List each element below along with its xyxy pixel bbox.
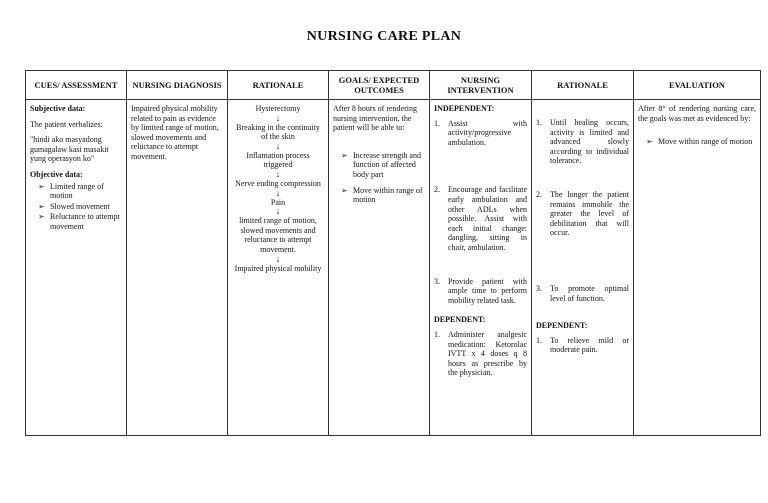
down-arrow-icon: ↓ xyxy=(275,168,281,179)
list-item: ➢ Increase strength and function of affected body part xyxy=(341,151,425,180)
list-item: ➢ Limited range of motion xyxy=(38,182,122,201)
header-rationale: RATIONALE xyxy=(228,71,329,100)
flow-step: Impaired physical mobility xyxy=(234,263,322,273)
pathophysiology-flow xyxy=(232,104,324,273)
flow-step: Nerve ending compression xyxy=(235,178,321,188)
item-number: 1. xyxy=(536,118,542,127)
list-item xyxy=(536,190,629,238)
down-arrow-icon: ↓ xyxy=(275,187,281,198)
item-text: The longer the patient remains immobile the greater the level of debilitation that will occur. xyxy=(550,189,629,238)
rationale-flow-cell xyxy=(228,100,329,436)
objective-label: Objective data: xyxy=(30,169,83,179)
cues-cell xyxy=(26,100,127,436)
diagnosis-text: Impaired physical mobility related to pain as evidence by limited range of motion, slowed movements and reluctance to attempt movement. xyxy=(131,104,219,161)
header-rationale-2: RATIONALE xyxy=(532,71,634,100)
header-evaluation: EVALUATION xyxy=(634,71,761,100)
verbalizes-text: The patient verbalizes: xyxy=(30,119,103,129)
item-text: To relieve mild or moderate pain. xyxy=(550,335,629,355)
header-row xyxy=(26,71,761,100)
independent-label: INDEPENDENT: xyxy=(434,104,495,113)
goals-list xyxy=(341,151,425,205)
list-item: ➢ Move within range of motion xyxy=(646,137,756,147)
dependent-label: DEPENDENT: xyxy=(434,315,486,325)
goals-cell xyxy=(329,100,430,436)
down-arrow-icon: ↓ xyxy=(275,206,281,217)
flow-step: limited range of motion, slowed movements and reluctance to attempt movement. xyxy=(239,216,317,254)
flow-step: Breaking in the continuity of the skin xyxy=(236,122,320,142)
diagnosis-cell xyxy=(127,100,228,436)
down-arrow-icon: ↓ xyxy=(275,140,281,151)
list-item xyxy=(536,118,629,166)
rationale-cell xyxy=(532,100,634,436)
list-item: ➢ Move within range of motion xyxy=(341,186,425,205)
list-item xyxy=(536,336,629,355)
header-goals: GOALS/ EXPECTED OUTCOMES xyxy=(329,71,430,100)
flow-step: Pain xyxy=(270,197,286,207)
subjective-label: Subjective data: xyxy=(30,104,86,113)
item-text: Encourage and facilitate early ambulation and other ADLs when possible. Assist with each initial change: dangling, sitting in chair, ambulation. xyxy=(448,185,527,252)
list-item xyxy=(536,284,629,303)
down-arrow-icon: ↓ xyxy=(275,112,281,123)
patient-quote: "hindi ako masyadong gumagalaw kasi masakit yung operasyon ko" xyxy=(30,135,109,164)
item-text: Assist with activity/progressive ambulation. xyxy=(448,118,527,147)
list-item xyxy=(434,119,527,148)
content-row xyxy=(26,100,761,436)
objective-list xyxy=(38,182,122,232)
evaluation-intro: After 8° of rendering nursing care, the goals was met as evidenced by: xyxy=(638,104,756,123)
item-number: 2. xyxy=(536,189,542,199)
page-title: NURSING CARE PLAN xyxy=(306,29,462,44)
list-item xyxy=(434,330,527,378)
evaluation-list xyxy=(646,137,756,147)
list-item xyxy=(434,277,527,306)
item-text: Administer analgesic medication: Ketorolac IVTT x 4 doses q 8 hours as prescribe by the physician. xyxy=(448,329,527,378)
list-item xyxy=(434,185,527,252)
header-diagnosis: NURSING DIAGNOSIS xyxy=(127,71,228,100)
item-text: Provide patient with ample time to perform mobility related task. xyxy=(448,276,527,305)
header-intervention: NURSING INTERVENTION xyxy=(430,71,532,100)
down-arrow-icon: ↓ xyxy=(275,253,281,264)
item-number: 1. xyxy=(434,118,440,128)
item-number: 1. xyxy=(536,335,542,345)
item-number: 3. xyxy=(434,276,440,286)
header-cues: CUES/ ASSESSMENT xyxy=(26,71,127,100)
item-text: To promote optimal level of function. xyxy=(550,283,629,303)
list-item: ➢ Slowed movement xyxy=(38,202,122,212)
list-item: ➢ Reluctance to attempt movement xyxy=(38,212,122,231)
care-plan-table xyxy=(25,70,761,436)
item-number: 2. xyxy=(434,185,440,195)
flow-step: Inflamation process triggered xyxy=(246,150,310,170)
item-number: 1. xyxy=(434,329,440,339)
flow-step: Hysterectomy xyxy=(255,104,301,113)
intervention-cell xyxy=(430,100,532,436)
goals-intro: After 8 hours of rendering nursing intervention, the patient will be able to: xyxy=(333,104,417,133)
evaluation-cell xyxy=(634,100,761,436)
item-text: Until healing occurs, activity is limited and advanced slowly according to individual tolerance. xyxy=(550,118,629,166)
dependent-label: DEPENDENT: xyxy=(536,321,588,331)
item-number: 3. xyxy=(536,283,542,293)
